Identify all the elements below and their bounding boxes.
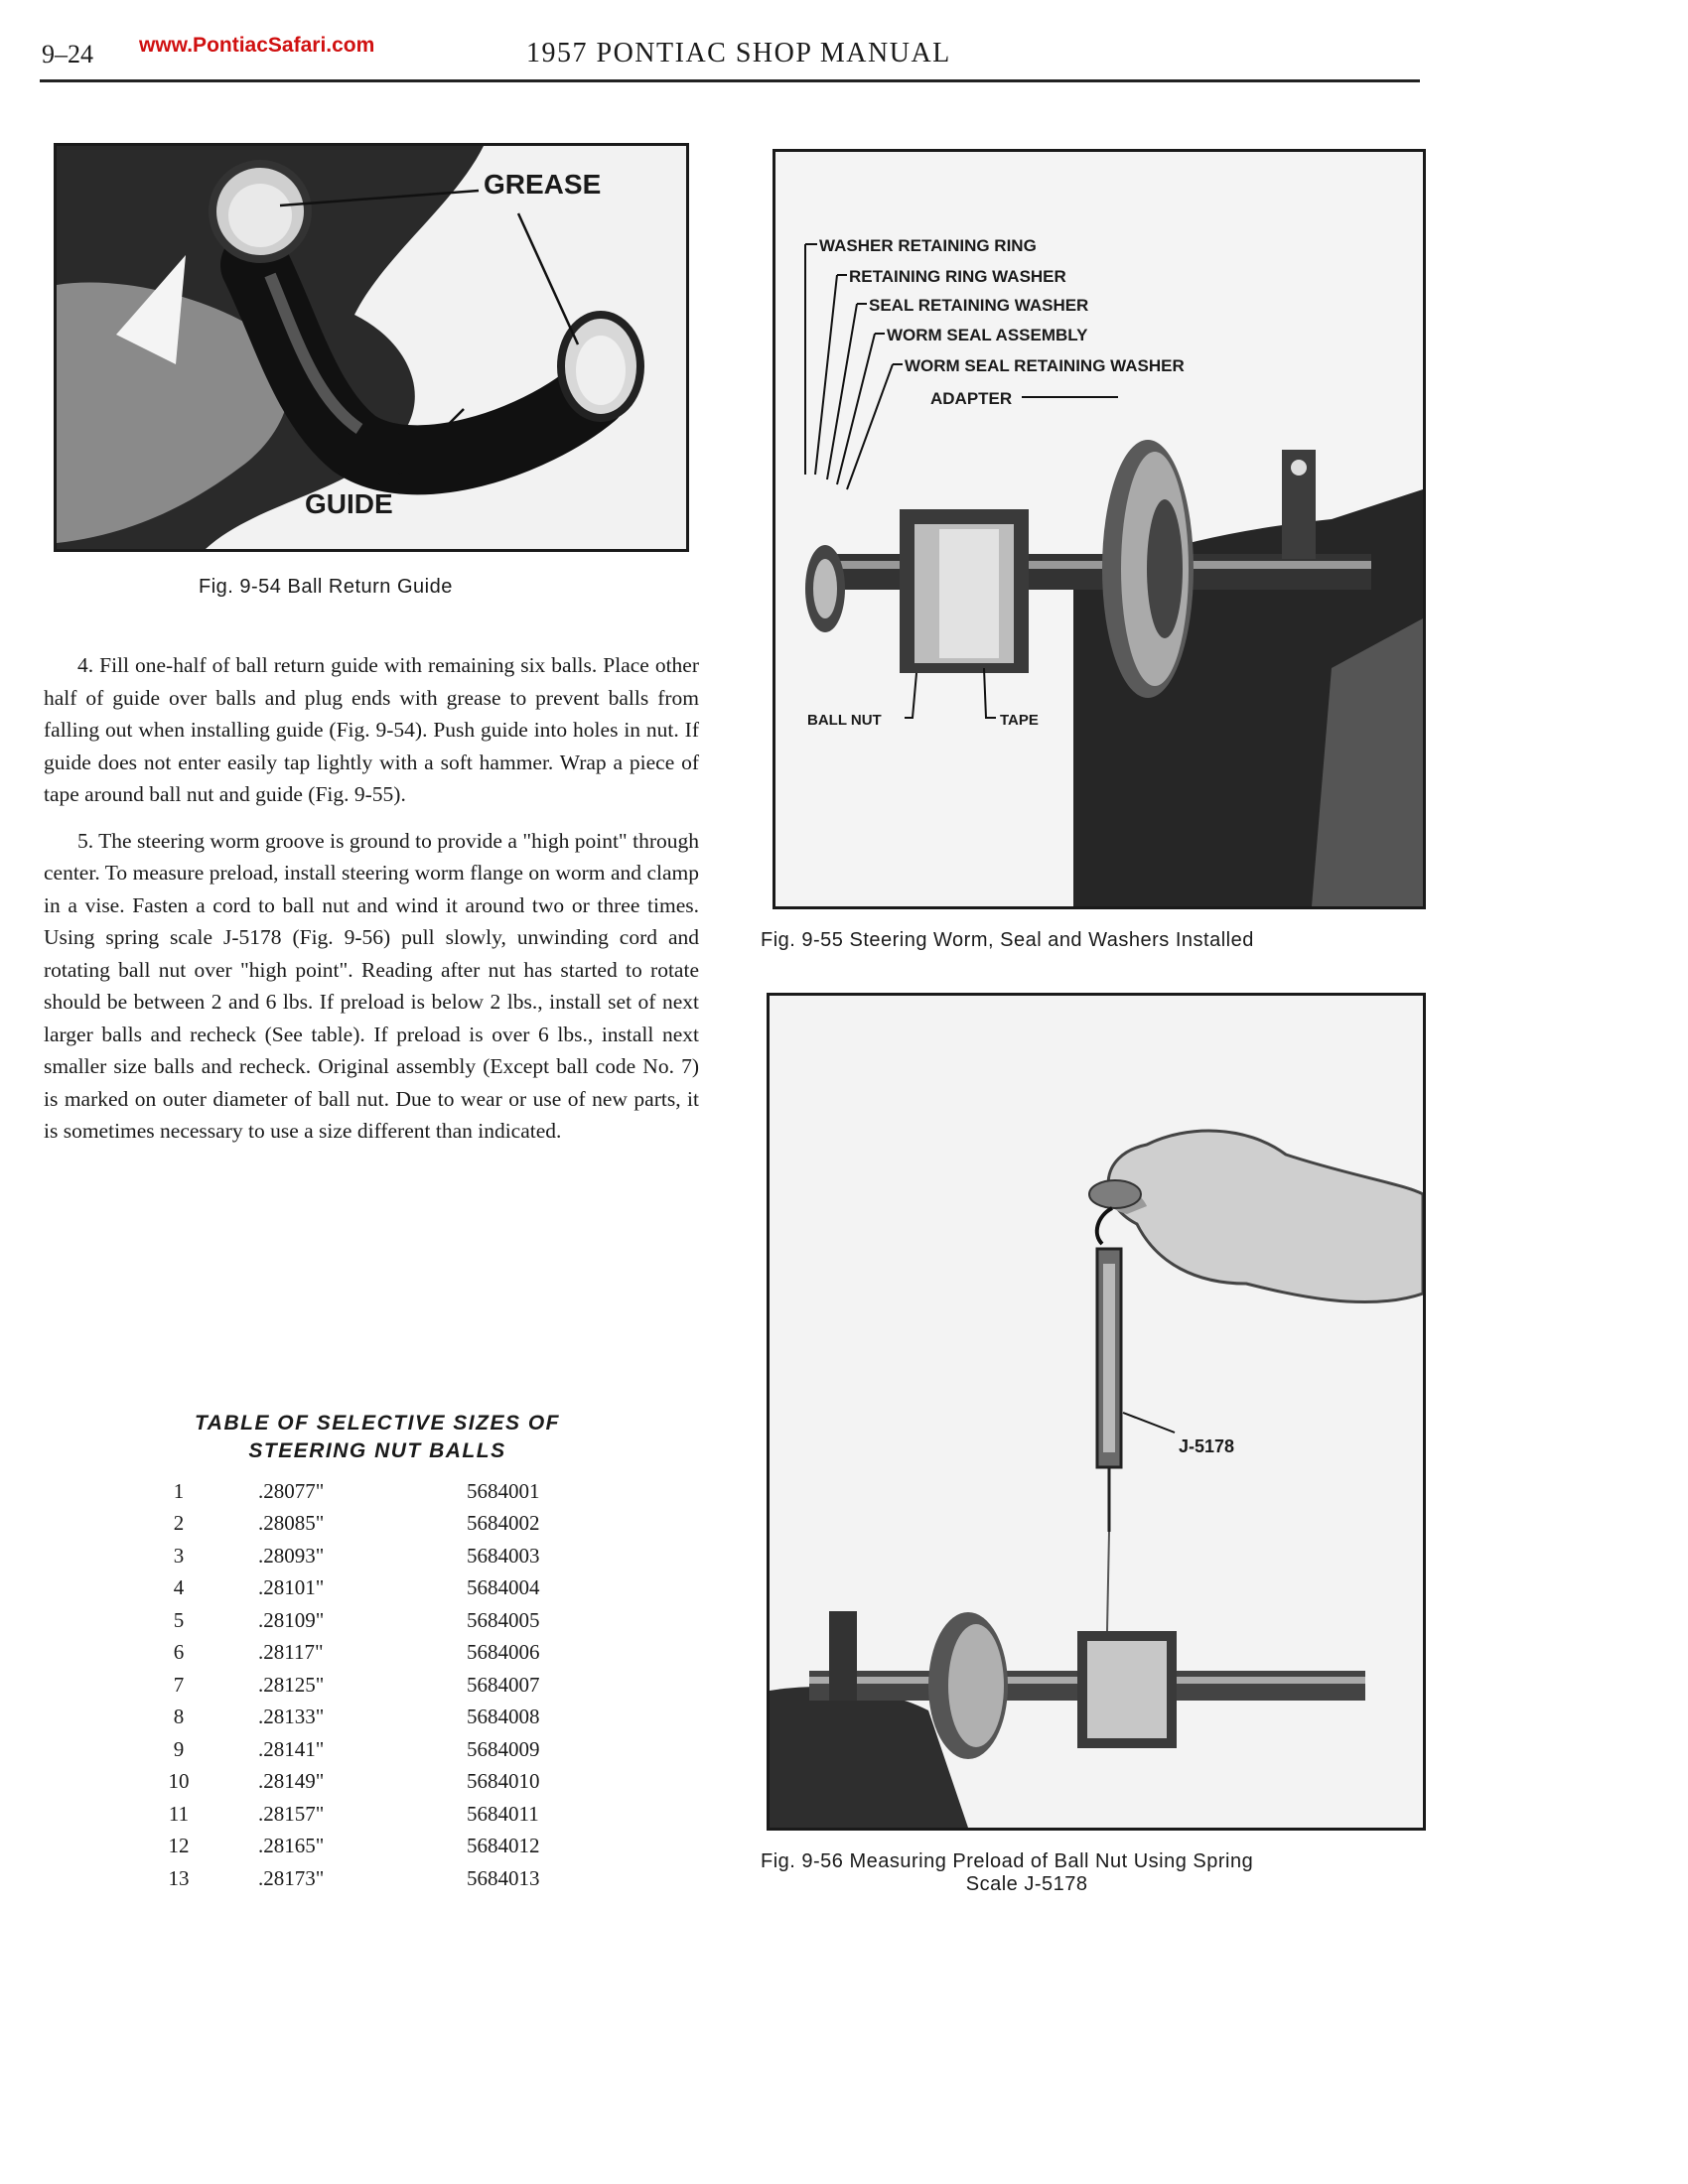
ball-code-cell: 10: [168, 1769, 190, 1794]
fig-56-caption: [761, 1850, 1253, 1896]
table-row: [129, 1572, 586, 1605]
label-adapter: ADAPTER: [930, 389, 1013, 408]
fig-55-caption: Fig. 9-55 Steering Worm, Seal and Washers Installed: [761, 929, 1254, 951]
page-title: 1957 PONTIAC SHOP MANUAL: [526, 38, 951, 68]
ball-size-cell: .28149": [258, 1769, 325, 1794]
steering-worm-photo: [775, 152, 1423, 906]
paragraph-step-5: 5. The steering worm groove is ground to provide a "high point" through center. To measure preload, install steering worm flange on worm and clamp in a vise. Fasten a cord to ball nut and wind it around two or three times. Using spring scale J-5178 (Fig. 9-56) pull slowly, unwinding cord and rotating ball nut over "high point". Reading after nut has started to rotate should be between 2 and 6 lbs. If preload is below 2 lbs., install set of next larger balls and recheck (See table). If preload is over 6 lbs., install next smaller size balls and recheck. Original assembly (Except ball code No. 7) is marked on outer diameter of ball nut. Due to wear or use of new parts, it is sometimes necessary to use a size different than indicated.: [44, 828, 699, 1143]
label-retaining-ring-washer: RETAINING RING WASHER: [849, 267, 1066, 286]
figure-ball-return-guide: [54, 143, 689, 552]
table-row: [129, 1733, 586, 1766]
ball-code-cell: 7: [173, 1672, 185, 1697]
label-j-5178: J-5178: [1179, 1436, 1235, 1456]
ball-size-cell: .28157": [258, 1801, 325, 1826]
ball-size-cell: .28085": [258, 1511, 325, 1536]
table-row: [129, 1862, 586, 1895]
ball-code-cell: 11: [168, 1801, 190, 1826]
ball-size-cell: .28109": [258, 1607, 325, 1632]
part-number-cell: 5684011: [467, 1801, 539, 1826]
fig-56-caption-line-2: Scale J-5178: [965, 1873, 1088, 1895]
part-number-cell: 5684002: [467, 1511, 540, 1536]
part-number-cell: 5684012: [467, 1834, 540, 1858]
part-number-cell: 5684001: [467, 1478, 540, 1503]
ball-size-cell: .28165": [258, 1834, 325, 1858]
table-row: [129, 1831, 586, 1863]
figure-steering-worm-seal: [773, 149, 1426, 909]
ball-size-cell: .28125": [258, 1672, 325, 1697]
table-row: [129, 1540, 586, 1572]
ball-code-cell: 12: [168, 1834, 190, 1858]
table-row: [129, 1766, 586, 1799]
part-number-cell: 5684003: [467, 1543, 540, 1568]
ball-size-cell: .28101": [258, 1575, 325, 1600]
part-number-cell: 5684009: [467, 1736, 540, 1761]
table-title: [139, 1410, 616, 1465]
ball-code-cell: 5: [173, 1607, 185, 1632]
ball-code-cell: 9: [173, 1736, 185, 1761]
part-number-cell: 5684004: [467, 1575, 540, 1600]
header-divider: [40, 79, 1420, 82]
table-title-line-2: STEERING NUT BALLS: [248, 1439, 506, 1462]
ball-size-cell: .28173": [258, 1865, 325, 1890]
ball-code-cell: 3: [173, 1543, 185, 1568]
ball-code-cell: 6: [173, 1640, 185, 1665]
fig-54-caption: Fig. 9-54 Ball Return Guide: [199, 576, 453, 598]
label-tape: TAPE: [1000, 712, 1039, 729]
ball-code-cell: 2: [173, 1511, 185, 1536]
ball-size-cell: .28077": [258, 1478, 325, 1503]
table-row: [129, 1604, 586, 1637]
ball-code-cell: 13: [168, 1865, 190, 1890]
ball-code-cell: 8: [173, 1705, 185, 1729]
ball-size-cell: .28133": [258, 1705, 325, 1729]
label-washer-retaining-ring: WASHER RETAINING RING: [819, 236, 1037, 255]
part-number-cell: 5684006: [467, 1640, 540, 1665]
fig-56-caption-line-1: Fig. 9-56 Measuring Preload of Ball Nut Using Spring: [761, 1850, 1254, 1872]
label-seal-retaining-washer: SEAL RETAINING WASHER: [869, 296, 1089, 315]
site-link[interactable]: www.PontiacSafari.com: [139, 34, 375, 57]
table-row: [129, 1669, 586, 1702]
table-row: [129, 1508, 586, 1541]
part-number-cell: 5684010: [467, 1769, 540, 1794]
page-number: 9–24: [42, 40, 93, 68]
ball-code-cell: 1: [173, 1478, 185, 1503]
part-number-cell: 5684005: [467, 1607, 540, 1632]
label-grease: GREASE: [484, 169, 602, 200]
table-title-line-1: TABLE OF SELECTIVE SIZES OF: [195, 1412, 560, 1434]
part-number-cell: 5684013: [467, 1865, 540, 1890]
table-row: [129, 1475, 586, 1508]
paragraph-step-4: 4. Fill one-half of ball return guide with remaining six balls. Place other half of guide over balls and plug ends with grease to prevent balls from falling out when installing guide (Fig. 9-54). Push guide into holes in nut. If guide does not enter easily tap lightly with a soft hammer. Wrap a piece of tape around ball nut and guide (Fig. 9-55).: [44, 653, 699, 806]
table-row: [129, 1637, 586, 1670]
label-guide: GUIDE: [305, 488, 393, 519]
part-number-cell: 5684007: [467, 1672, 540, 1697]
label-worm-seal-assembly: WORM SEAL ASSEMBLY: [887, 326, 1088, 344]
label-ball-nut: BALL NUT: [807, 712, 882, 729]
figure-measuring-preload: [767, 993, 1426, 1831]
part-number-cell: 5684008: [467, 1705, 540, 1729]
ball-size-cell: .28117": [258, 1640, 324, 1665]
measuring-preload-photo: [770, 996, 1423, 1828]
ball-code-cell: 4: [173, 1575, 185, 1600]
ball-size-cell: .28093": [258, 1543, 325, 1568]
ball-size-cell: .28141": [258, 1736, 325, 1761]
table-row: [129, 1798, 586, 1831]
label-worm-seal-retaining-washer: WORM SEAL RETAINING WASHER: [905, 356, 1185, 375]
table-row: [129, 1702, 586, 1734]
ball-return-guide-photo: [57, 146, 686, 549]
body-text: [44, 649, 699, 1148]
ball-size-table: [129, 1475, 586, 1895]
